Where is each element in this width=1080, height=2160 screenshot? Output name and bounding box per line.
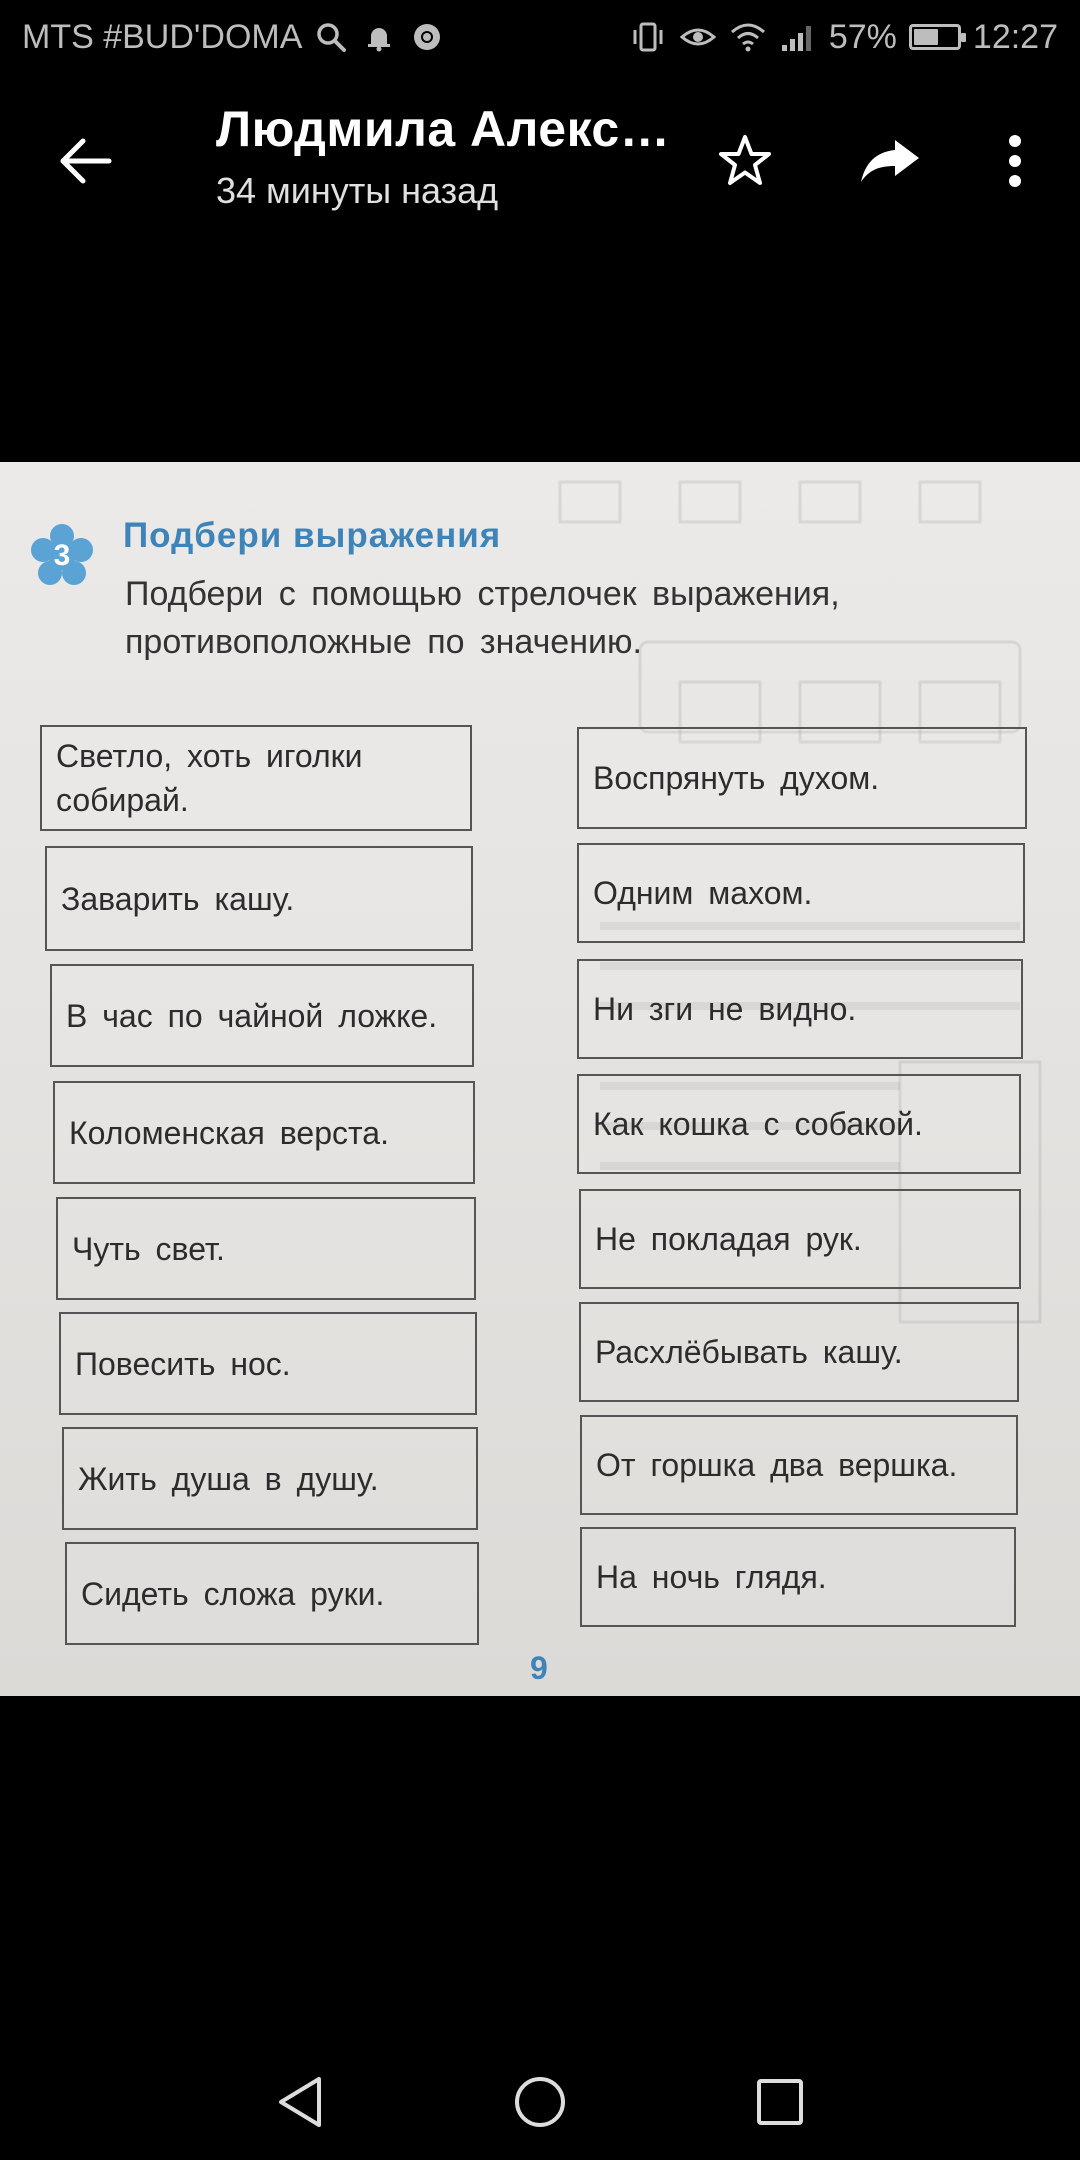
more-vert-icon	[1008, 135, 1022, 187]
exercise-number: 3	[53, 539, 71, 572]
nav-home-button[interactable]	[510, 2072, 570, 2132]
exercise-instruction: Подбери с помощью стрелочек выражения, противоположные по значению.	[125, 575, 840, 661]
back-button[interactable]	[50, 126, 120, 196]
star-button[interactable]	[710, 126, 780, 196]
chrome-icon	[408, 18, 446, 56]
right-expression-3: Ни зги не видно.	[577, 959, 1023, 1059]
battery-percent: 57%	[828, 17, 897, 56]
left-expression-7: Жить душа в душу.	[62, 1427, 478, 1530]
battery-level-fill	[914, 29, 938, 45]
alarm-icon	[360, 18, 398, 56]
right-expression-8: На ночь глядя.	[580, 1527, 1016, 1627]
back-triangle-icon	[275, 2075, 325, 2129]
app-bar	[0, 90, 1080, 230]
navigation-bar	[0, 2040, 1080, 2160]
right-expression-6: Расхлёбывать кашу.	[579, 1302, 1019, 1402]
chat-subtitle: 34 минуты назад	[216, 170, 499, 211]
right-expression-2: Одним махом.	[577, 843, 1025, 943]
status-right	[629, 18, 1058, 57]
eye-icon	[679, 18, 717, 56]
recents-square-icon	[754, 2076, 806, 2128]
left-expression-1: Светло, хоть иголки собирай.	[40, 725, 472, 831]
star-icon	[717, 133, 773, 189]
signal-icon	[779, 18, 817, 56]
more-options-button[interactable]	[985, 126, 1045, 196]
right-expression-4: Как кошка с собакой.	[577, 1074, 1021, 1174]
nav-back-button[interactable]	[270, 2072, 330, 2132]
page-number: 9	[530, 1650, 548, 1686]
back-arrow-icon	[57, 136, 113, 186]
left-expression-6: Повесить нос.	[59, 1312, 477, 1415]
exercise-title: Подбери выражения	[123, 516, 502, 555]
left-expression-3: В час по чайной ложке.	[50, 964, 474, 1067]
clock: 12:27	[972, 17, 1058, 56]
photo-image[interactable]	[0, 462, 1080, 1696]
left-expression-5: Чуть свет.	[56, 1197, 476, 1300]
right-expression-5: Не покладая рук.	[579, 1189, 1021, 1289]
nav-recents-button[interactable]	[750, 2072, 810, 2132]
home-circle-icon	[512, 2074, 568, 2130]
carrier-label: MTS #BUD'DOMA	[22, 17, 303, 56]
vibrate-icon	[629, 18, 667, 56]
right-expression-1: Воспрянуть духом.	[577, 727, 1027, 829]
status-bar	[0, 0, 1080, 74]
status-left	[22, 18, 446, 57]
right-expression-7: От горшка два вершка.	[580, 1415, 1018, 1515]
battery-icon	[909, 24, 961, 50]
chat-title: Людмила Алекс…	[216, 101, 671, 157]
left-expression-4: Коломенская верста.	[53, 1081, 475, 1184]
left-expression-8: Сидеть сложа руки.	[65, 1542, 479, 1645]
share-button[interactable]	[850, 126, 930, 196]
exercise-number-badge	[30, 524, 94, 588]
search-icon	[312, 18, 350, 56]
wifi-icon	[729, 18, 767, 56]
left-expression-2: Заварить кашу.	[45, 846, 473, 951]
share-icon	[859, 136, 921, 186]
